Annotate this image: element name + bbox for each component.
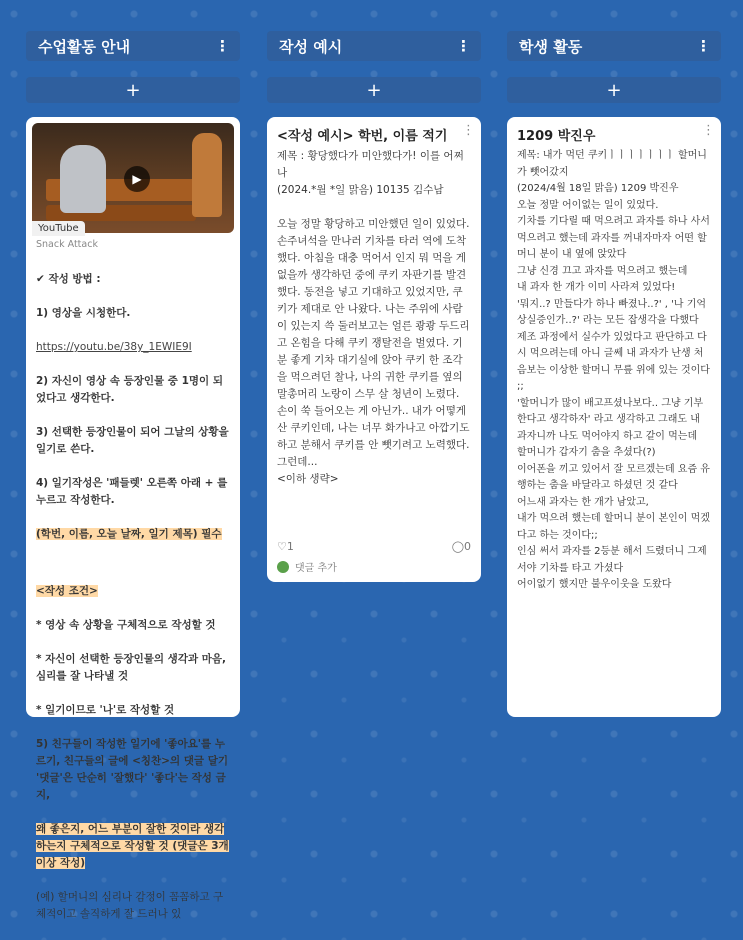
step-3: 3) 선택한 등장인물이 되어 그날의 상황을 일기로 쓴다. [36,426,229,455]
required-fields-note: (학번, 이름, 오늘 날짜, 일기 제목) 필수 [36,528,222,540]
column-header [267,31,481,61]
step-2: 2) 자신이 영상 속 등장인물 중 1명이 되었다고 생각한다. [36,375,224,404]
example-text: (예) 할머니의 심리나 감정이 꼼꼼하고 구체적이고 솔직하게 잘 드러나 있 [36,891,224,920]
video-platform-badge: YouTube [32,221,85,236]
comment-count-button[interactable]: ◯0 [451,540,471,553]
post-card[interactable] [26,117,240,920]
step-4: 4) 일기작성은 '패들렛' 오른쪽 아래 + 를 누르고 작성한다. [36,477,228,506]
add-post-button[interactable] [267,77,481,103]
like-count: 1 [286,540,294,553]
step-5: 5) 친구들이 작성한 일기에 '좋아요'를 누르기, 친구들의 글에 <칭찬>의 댓글 달기 '댓글'은 단순히 '잘했다' '좋다'는 작성 금지, [36,738,229,801]
method-heading: ✔ 작성 방법 : [36,273,101,285]
play-icon[interactable]: ▶ [124,166,150,192]
condition-3: * 일기이므로 '나'로 작성할 것 [36,704,175,716]
add-comment-label: 댓글 추가 [295,563,337,574]
post-title: 1209 박진우 [517,129,596,144]
column-title: 학생 활동 [519,37,583,56]
column-title: 수업활동 안내 [38,37,131,56]
add-post-button[interactable] [26,77,240,103]
step-1: 1) 영상을 시청한다. [36,307,131,319]
video-link[interactable]: https://youtu.be/38y_1EWIE9I [36,341,192,353]
young-man-figure [192,133,222,217]
post-title: <작성 예시> 학번, 이름 적기 [277,129,448,144]
comment-count: 0 [464,540,471,553]
post-body: 제목: 내가 먹던 쿠키ㅣㅣㅣㅣㅣㅣㅣ 할머니가 뺏어갔지 (2024/4월 18일 맑음) 1209 박진우 오늘 정말 어이없는 일이 있었다. 기차를 기다릴 때 먹으려고 과자를 하나 사서 먹으려고 했는데 과자를 꺼내자마자 어떤 할머니 분이 내 옆에 앉았다 그냥 신경 끄고 과자를 먹으려고 했는데 내 과자 한 개가 이미 사라져 있었다! '뭐지..? 만들다가 하나 빠졌나..?' , '나 기억상실증인가..?' 라는 모든 잡생각을 다했다 제조 과정에서 실수가 있었다고 판단하고 다시 먹으려는데 아니 글쎄 내 과자가 난생 처음보는 이상한 할머니 무릎 위에 있는 것이다 ;; '할머니가 많이 배고프셨나보다.. 그냥 기부한다고 생각하자' 라고 생각하고 그래도 내 과자니까 나도 먹어야지 하고 같이 먹는데 할머니가 갑자기 춤을 추셨다(?) 이어폰을 끼고 있어서 잘 모르겠는데 요즘 유행하는 춤을 바달라고 하셨던 것 같다 어느새 과자는 한 개가 남았고, 내가 먹으려 했는데 할머니 분이 본인이 먹겠다고 하는 것이다;; 인심 써서 과자를 2등분 해서 드렸더니 그제서야 기차를 타고 가셨다 어이없기 했지만 불우이웃을 도왔다 [517,150,710,590]
more-options-icon[interactable]: ⋮ [456,36,471,55]
conditions-heading: <작성 조건> [36,585,98,597]
video-source: Snack Attack [36,239,98,250]
like-button[interactable]: ♡1 [277,540,294,553]
post-footer [267,540,481,582]
video-thumbnail[interactable] [32,123,234,233]
add-post-button[interactable] [507,77,721,103]
avatar [277,561,289,573]
condition-1: * 영상 속 상황을 구체적으로 작성할 것 [36,619,216,631]
more-options-icon[interactable]: ⋮ [215,36,230,55]
condition-2: * 자신이 선택한 등장인물의 생각과 마음, 심리를 잘 나타낼 것 [36,653,227,682]
column-header [507,31,721,61]
plus-icon: + [366,79,382,101]
column-header [26,31,240,61]
post-body: 제목 : 황당했다가 미안했다가! 이를 어쩌나 (2024.*월 *일 맑음) 10135 김수남 오늘 정말 황당하고 미안했던 일이 있었다. 손주녀석을 만나러 기차를 타러 역에 도착했다. 아침을 대충 먹어서 인지 뭐 먹을 게 없을까 생각하던 중에 쿠키 자판기를 발견했다. 동전을 넣고 기대하고 있었지만, 쿠키가 제대로 안 나왔다. 나는 주위에 사람이 있는지 쓱 둘러보고는 얼른 쾅쾅 두드리고 온힘을 다해 쿠키 쟁탈전을 벌였다. 기분 좋게 기차 대기실에 앉아 쿠키 한 조각을 먹으려던 찰나, 나의 귀한 쿠키를 옆의 말총머리 노랑이 스무 살 청년이 노렸다. 손이 쑥 들어오는 게 아닌가.. 내가 어떻게 산 쿠키인데, 나는 너무 화가나고 아깝기도 하고 분해서 쿠키를 안 뺏기려고 노력했다. 그런데... <이하 생략> [277,150,470,485]
post-body [26,254,240,940]
column-title: 작성 예시 [279,37,343,56]
add-comment[interactable] [277,559,471,574]
grandma-figure [60,145,106,213]
post-card[interactable] [267,117,481,582]
comment-rule-highlight: 왜 좋은지, 어느 부분이 잘한 것이라 생각하는지 구체적으로 작성할 것 (댓글은 3개 이상 작성) [36,823,229,869]
more-options-icon[interactable]: ⋮ [696,36,711,55]
post-more-icon[interactable]: ⋮ [702,123,715,138]
plus-icon: + [125,79,141,101]
plus-icon: + [606,79,622,101]
post-card[interactable] [507,117,721,717]
post-more-icon[interactable]: ⋮ [462,123,475,138]
